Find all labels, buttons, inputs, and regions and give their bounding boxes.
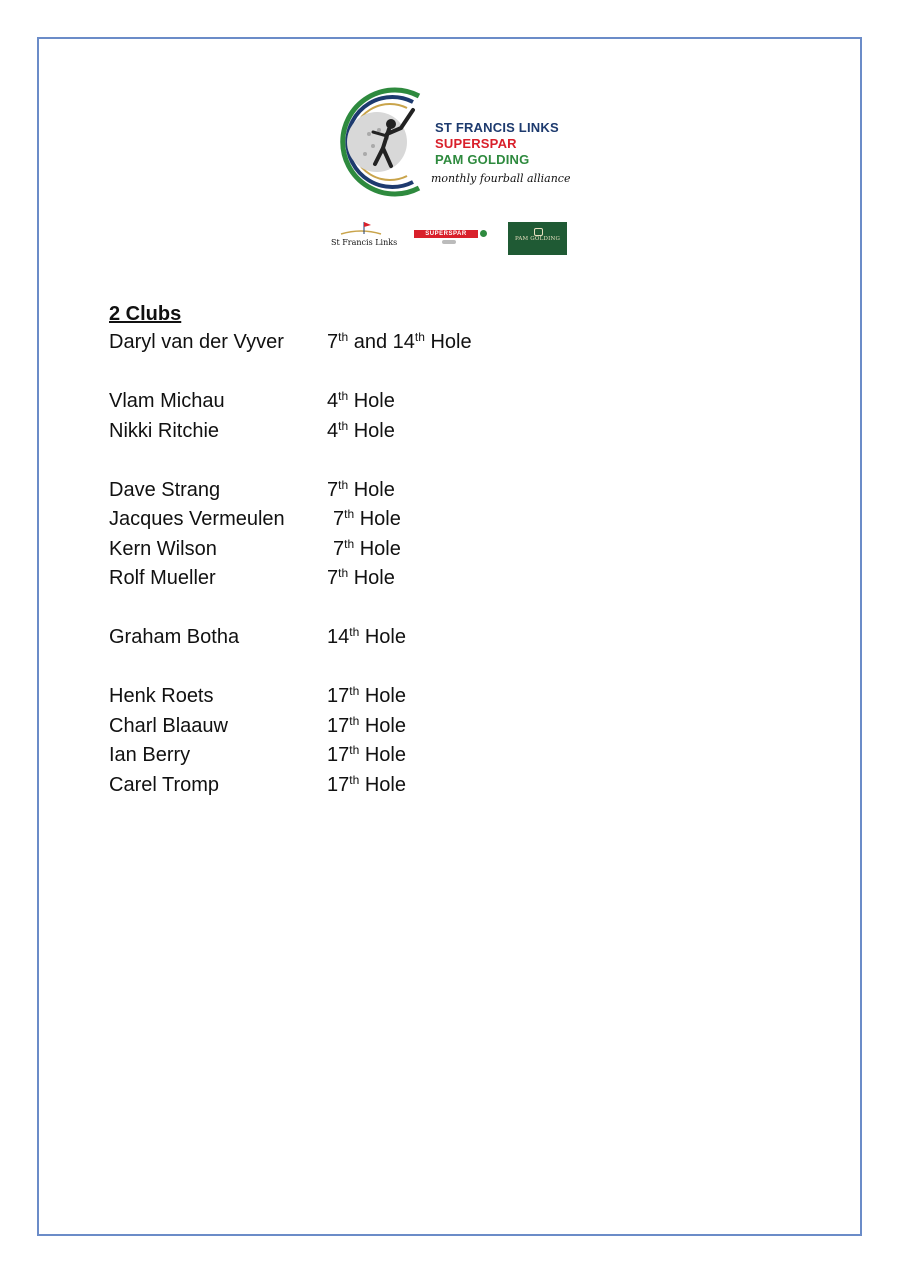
hole-text: 7th Hole	[333, 536, 401, 560]
hole-text: 4th Hole	[327, 389, 395, 412]
logo-tagline: monthly fourball alliance	[431, 172, 571, 185]
player-name: Kern Wilson	[109, 537, 217, 560]
logo-line-superspar: SUPERSPAR	[435, 136, 517, 151]
hole-text: 7th Hole	[327, 477, 395, 501]
sponsor-logos	[327, 218, 577, 258]
tournament-logo	[327, 82, 577, 262]
hole-text: 7th Hole	[327, 566, 395, 589]
player-name: Daryl van der Vyver	[109, 331, 284, 353]
entry-row	[109, 712, 809, 742]
pam-crest-icon	[534, 228, 543, 236]
entry-row	[109, 417, 809, 447]
spacer	[109, 594, 809, 624]
spar-tree-icon	[480, 230, 487, 237]
hole-text: 17th Hole	[327, 743, 406, 766]
player-name: Charl Blaauw	[109, 714, 228, 737]
flag-icon	[331, 220, 405, 238]
player-name: Rolf Mueller	[109, 567, 216, 589]
player-name: Dave Strang	[109, 478, 221, 501]
entry-row	[109, 771, 809, 801]
entry-row	[109, 476, 809, 506]
superspar-sub-mark	[442, 240, 456, 244]
player-name: Carel Tromp	[109, 773, 220, 796]
player-name: Vlam Michau	[109, 390, 225, 412]
entry-row	[109, 505, 809, 535]
sponsor-superspar	[414, 230, 488, 248]
sponsor-pam-golding	[508, 222, 567, 255]
player-name: Nikki Ritchie	[109, 419, 220, 442]
section-title: 2 Clubs	[109, 303, 182, 325]
entry-row	[109, 535, 809, 565]
hole-text: 7th Hole	[333, 507, 401, 530]
entry-row	[109, 564, 809, 594]
player-name: Graham Botha	[109, 626, 240, 648]
entry-row	[109, 623, 809, 653]
hole-text: 4th Hole	[327, 418, 395, 442]
sponsor-pam-text: PAM GOLDING	[514, 236, 561, 242]
golf-swing-emblem-icon	[327, 82, 437, 202]
sponsor-st-francis-links	[331, 220, 405, 250]
hole-text: 17th Hole	[327, 684, 406, 707]
hole-text: 7th and 14th Hole	[327, 330, 472, 353]
player-name: Jacques Vermeulen	[109, 508, 285, 530]
entry-row	[109, 741, 809, 771]
spacer	[109, 446, 809, 476]
player-name: Ian Berry	[109, 744, 191, 766]
player-name: Henk Roets	[109, 685, 214, 707]
logo-line-pam-golding: PAM GOLDING	[435, 152, 530, 167]
entry-row	[109, 387, 809, 417]
logo-line-st-francis: ST FRANCIS LINKS	[435, 120, 559, 135]
results-section	[109, 300, 809, 800]
spacer	[109, 358, 809, 388]
hole-text: 14th Hole	[327, 625, 406, 648]
entry-row	[109, 328, 809, 358]
hole-text: 17th Hole	[327, 713, 406, 737]
entry-row	[109, 682, 809, 712]
spacer	[109, 653, 809, 683]
hole-text: 17th Hole	[327, 772, 406, 796]
sponsor-sfl-text: St Francis Links	[331, 238, 398, 247]
superspar-bar: SUPERSPAR	[414, 230, 478, 238]
